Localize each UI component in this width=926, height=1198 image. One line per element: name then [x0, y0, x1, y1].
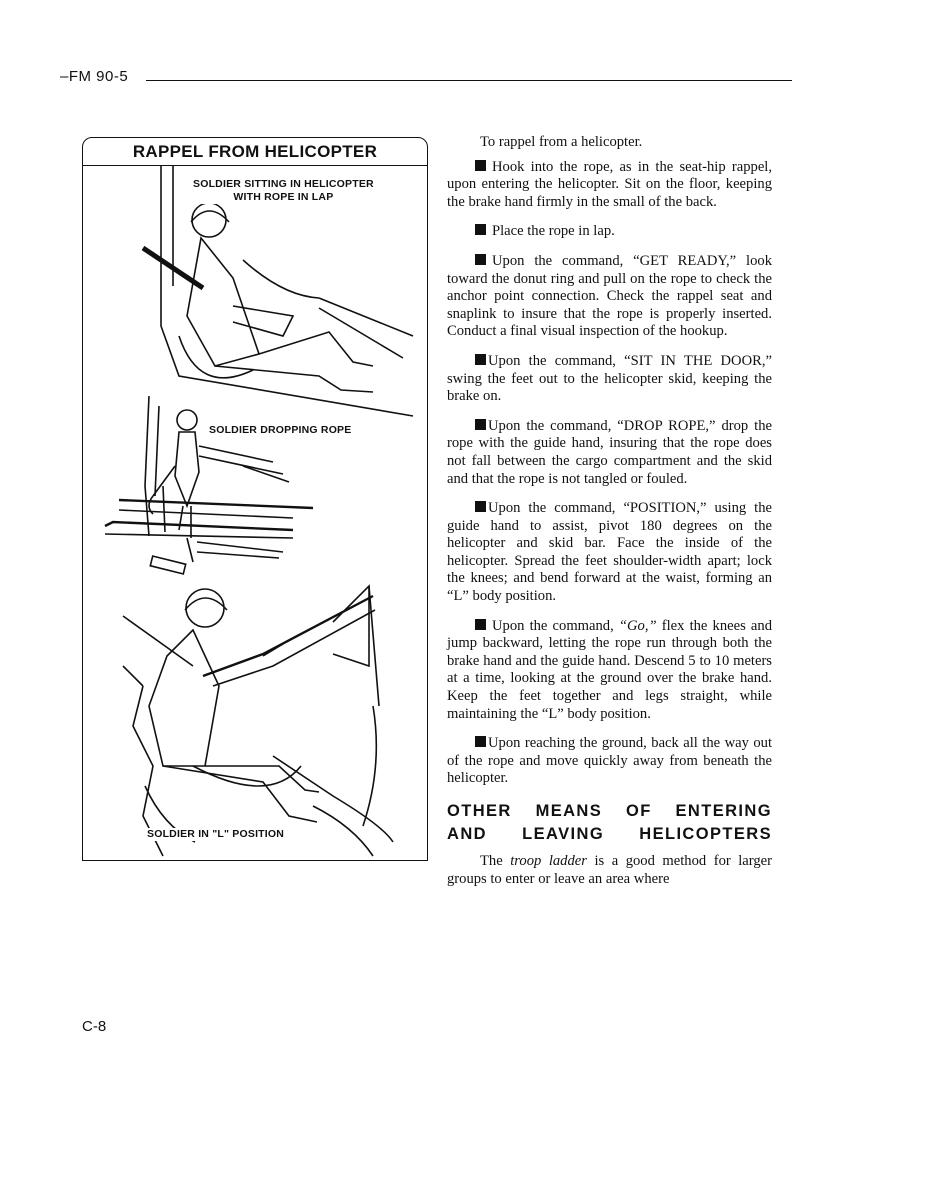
step-paragraph: [447, 223, 772, 241]
step-text: Upon the command, “SIT IN THE DOOR,” swing the feet out to the helicopter skid, keeping the brake on.: [447, 352, 772, 405]
section-heading: [447, 800, 772, 846]
ladder-text-after: is a good method for larger groups to enter or leave an area where: [447, 853, 773, 887]
step-text: Upon the command, “POSITION,” using the guide hand to assist, pivot 180 degrees on the helicopter and skid bar. Face the inside of the helicopter. Spread the feet shoulder-width apart; lock the knees; and bend forward at the waist, forming an “L” body position.: [447, 500, 772, 605]
step-paragraph: [447, 618, 772, 724]
step-text: Upon the command, “DROP ROPE,” drop the rope with the guide hand, insuring that the rope does not fall between the cargo compartment and the skid and that the rope is not tangled or fouled.: [447, 417, 772, 487]
bullet-square: [475, 736, 486, 747]
section-heading-word-leaving: LEAVING: [522, 825, 605, 843]
bullet-square: [475, 619, 486, 630]
ladder-text-before: The: [480, 853, 511, 869]
step-paragraph: [447, 500, 772, 606]
bullet-square: [475, 419, 486, 430]
step-text-before: Upon the command,: [492, 617, 619, 634]
ladder-paragraph: [447, 853, 772, 888]
label-soldier-sitting: [191, 178, 376, 204]
bullet-square: [475, 354, 486, 365]
figure-box: [82, 137, 428, 861]
bullet-square: [475, 254, 486, 265]
step-paragraph: [447, 353, 772, 406]
step-paragraph: [447, 735, 772, 788]
body-text-column: [447, 134, 772, 895]
step-paragraph: [447, 418, 772, 488]
step-paragraph: [447, 253, 772, 341]
section-heading-word: OF: [625, 802, 652, 820]
bullet-square: [475, 501, 486, 512]
bullet-square: [475, 160, 486, 171]
step-text: Hook into the rope, as in the seat-hip rappel, upon entering the helicopter. Sit on the floor, keeping the brake hand firmly in the small of the back.: [447, 158, 772, 210]
step-command-go: “Go,”: [618, 617, 657, 634]
label-soldier-dropping: SOLDIER DROPPING ROPE: [209, 424, 352, 436]
panel-l-position-soldier: [123, 586, 393, 856]
step-text: Place the rope in lap.: [492, 223, 615, 240]
page-number: C-8: [82, 1018, 107, 1035]
running-head: –FM 90-5: [60, 68, 129, 85]
bullet-square: [475, 224, 486, 235]
step-paragraph: [447, 159, 772, 212]
section-heading-word: ENTERING: [675, 802, 772, 820]
section-heading-line2: [447, 823, 772, 846]
section-heading-word-and: AND: [447, 825, 487, 843]
section-heading-word: MEANS: [535, 802, 603, 820]
step-text: Upon reaching the ground, back all the way out of the rope and move quickly away from beneath the helicopter.: [447, 735, 772, 787]
section-heading-word-helicopters: HELICOPTERS: [639, 825, 772, 843]
intro-paragraph: To rappel from a helicopter.: [480, 134, 643, 150]
header-rule: [146, 80, 792, 81]
figure-title: RAPPEL FROM HELICOPTER: [83, 138, 427, 166]
rappel-illustration: [83, 166, 428, 860]
section-heading-line1: [447, 800, 772, 823]
step-text-after: flex the knees and jump backward, letting the rope run through both the brake hand and the guide hand. Descend 5 to 10 meters at a time, looking at the ground over the brake hand. Keep the feet together and legs straight, while maintaining the “L” body position.: [447, 617, 772, 722]
label-soldier-l-position: SOLDIER IN "L" POSITION: [147, 828, 285, 840]
panel-dropping-soldier: [105, 396, 313, 574]
section-heading-word: OTHER: [447, 802, 512, 820]
step-text: Upon the command, “GET READY,” look toward the donut ring and pull on the rope to check the anchor point connection. Check the rappel seat and snaplink to insure that the rope is properly inserted. Conduct a final visual inspection of the hookup.: [447, 252, 772, 340]
label-soldier-sitting-line1: SOLDIER SITTING IN HELICOPTER: [193, 178, 374, 190]
label-soldier-sitting-line2: WITH ROPE IN LAP: [233, 191, 334, 203]
ladder-term: troop ladder: [510, 853, 587, 869]
